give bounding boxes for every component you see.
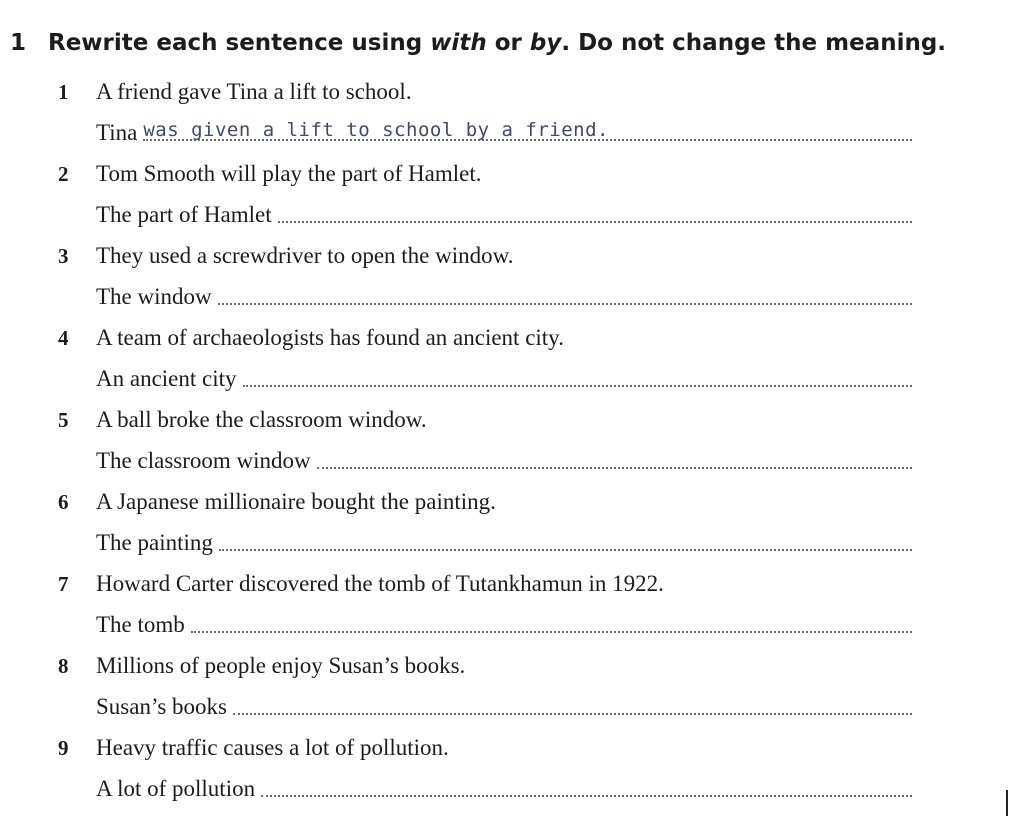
question-sentence: A Japanese millionaire bought the painting.	[96, 489, 496, 514]
exercise-heading	[10, 24, 970, 62]
answer-field[interactable]	[261, 769, 912, 797]
instruction-end: . Do not change the meaning.	[561, 30, 947, 56]
question-number: 7	[58, 572, 69, 596]
exercise-number: 1	[10, 30, 27, 56]
answer-line	[96, 604, 912, 644]
answer-line	[96, 686, 912, 726]
question-sentence: Heavy traffic causes a lot of pollution.	[96, 735, 449, 760]
answer-prompt: A lot of pollution	[96, 776, 256, 801]
answer-prompt: The tomb	[96, 612, 185, 637]
answer-line	[96, 276, 912, 316]
question-number: 2	[58, 162, 69, 186]
question-number: 5	[58, 408, 69, 432]
answer-prompt: The classroom window	[96, 448, 311, 473]
answer-prompt: Susan’s books	[96, 694, 227, 719]
exercise-item	[0, 482, 1024, 564]
instruction-or: or	[486, 30, 530, 56]
answer-field[interactable]	[143, 113, 912, 141]
exercise-item	[0, 72, 1024, 154]
answer-field[interactable]	[317, 441, 912, 469]
exercise-item	[0, 318, 1024, 400]
answer-line	[96, 112, 912, 152]
exercise-item	[0, 564, 1024, 646]
answer-field[interactable]	[278, 195, 912, 223]
answer-field[interactable]	[243, 359, 912, 387]
exercise-item	[0, 646, 1024, 728]
question-sentence: A ball broke the classroom window.	[96, 407, 427, 432]
question-sentence: They used a screwdriver to open the window.	[96, 243, 514, 268]
answer-field[interactable]	[219, 523, 912, 551]
question-number: 3	[58, 244, 69, 268]
answer-line	[96, 768, 912, 808]
exercise-item	[0, 400, 1024, 482]
answer-prompt: An ancient city	[96, 366, 237, 391]
exercise-item	[0, 728, 1024, 810]
answer-line	[96, 522, 912, 562]
answer-prompt: The window	[96, 284, 212, 309]
question-number: 8	[58, 654, 69, 678]
text-cursor	[1006, 790, 1008, 816]
answer-line	[96, 440, 912, 480]
answer-field[interactable]	[233, 687, 912, 715]
question-sentence: Millions of people enjoy Susan’s books.	[96, 653, 466, 678]
answer-field[interactable]	[191, 605, 912, 633]
exercise-item	[0, 236, 1024, 318]
question-number: 9	[58, 736, 69, 760]
instruction-word-by: by	[529, 30, 562, 56]
instruction-word-with: with	[430, 30, 487, 56]
handwritten-answer: was given a lift to school by a friend.	[143, 119, 609, 141]
question-number: 4	[58, 326, 69, 350]
answer-line	[96, 358, 912, 398]
answer-prompt: Tina	[96, 120, 138, 145]
answer-prompt: The painting	[96, 530, 213, 555]
instruction-start: Rewrite each sentence using	[48, 30, 431, 56]
exercise-items	[0, 72, 1024, 810]
question-sentence: A friend gave Tina a lift to school.	[96, 79, 412, 104]
answer-prompt: The part of Hamlet	[96, 202, 272, 227]
question-number: 1	[58, 80, 69, 104]
answer-line	[96, 194, 912, 234]
answer-field[interactable]	[218, 277, 912, 305]
question-sentence: A team of archaeologists has found an ancient city.	[96, 325, 564, 350]
exercise-item	[0, 154, 1024, 236]
question-number: 6	[58, 490, 69, 514]
question-sentence: Howard Carter discovered the tomb of Tutankhamun in 1922.	[96, 571, 664, 596]
question-sentence: Tom Smooth will play the part of Hamlet.	[96, 161, 482, 186]
